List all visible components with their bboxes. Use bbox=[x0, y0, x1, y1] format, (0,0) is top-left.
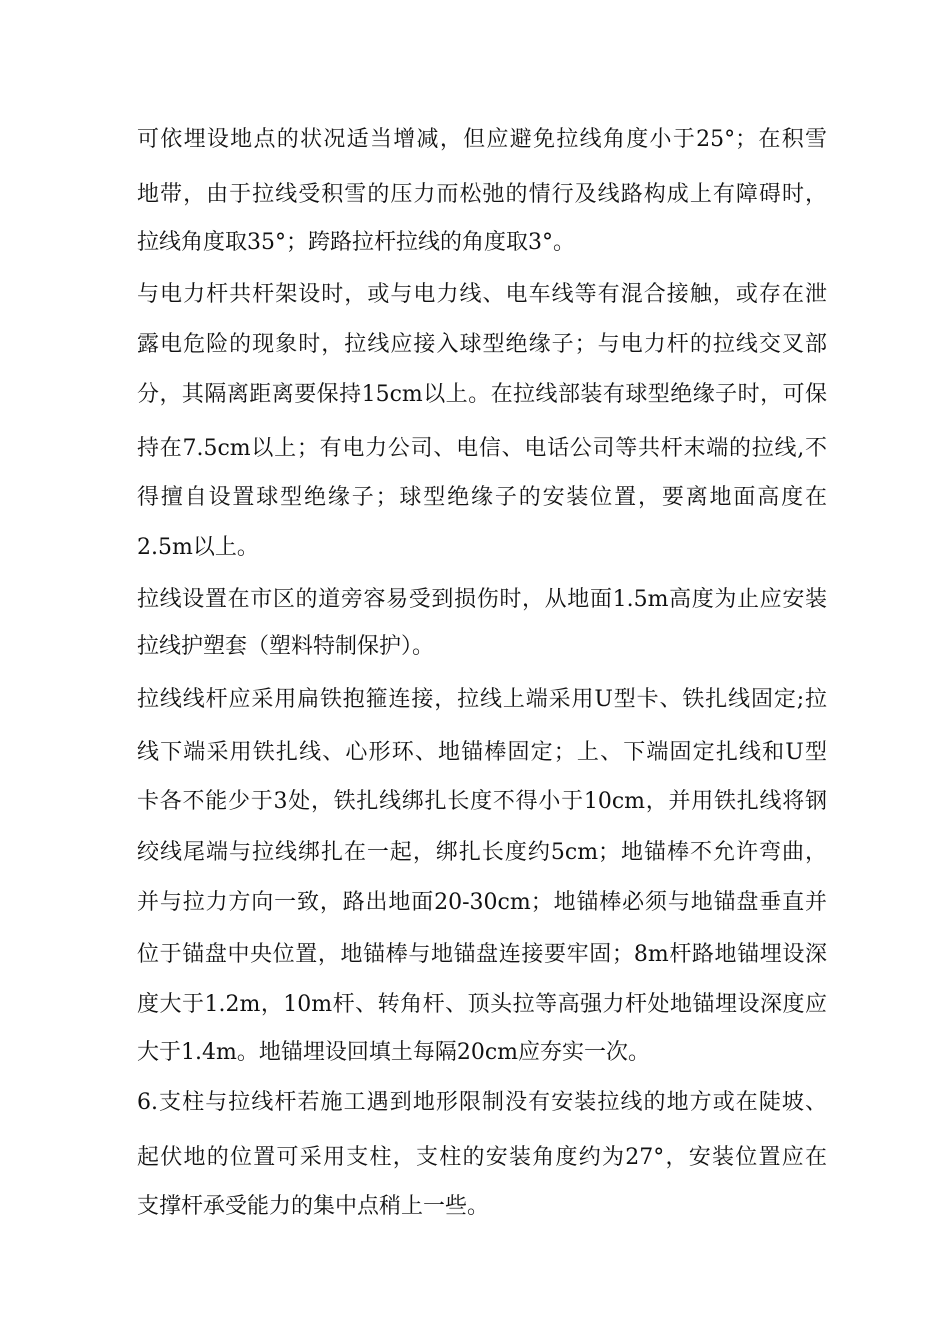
paragraph-3-line-1: 拉线设置在市区的道旁容易受到损伤时，从地面1.5m高度为止应安装 bbox=[137, 587, 827, 612]
paragraph-5-line-1: 6.支柱与拉线杆若施工遇到地形限制没有安装拉线的地方或在陡坡、 bbox=[137, 1090, 827, 1115]
paragraph-4-line-6: 位于锚盘中央位置，地锚棒与地锚盘连接要牢固；8m杆路地锚埋设深 bbox=[137, 942, 827, 967]
paragraph-4-line-1: 拉线线杆应采用扁铁抱箍连接，拉线上端采用U型卡、铁扎线固定;拉 bbox=[137, 687, 827, 712]
paragraph-2-line-5: 得擅自设置球型绝缘子；球型绝缘子的安装位置，要离地面高度在 bbox=[137, 485, 827, 510]
paragraph-4-line-5: 并与拉力方向一致，路出地面20-30cm；地锚棒必须与地锚盘垂直并 bbox=[137, 890, 827, 915]
paragraph-2-line-1: 与电力杆共杆架设时，或与电力线、电车线等有混合接触，或存在泄 bbox=[137, 282, 827, 307]
paragraph-1-line-3: 拉线角度取35°；跨路拉杆拉线的角度取3°。 bbox=[137, 230, 575, 255]
paragraph-4-line-3: 卡各不能少于3处，铁扎线绑扎长度不得小于10cm，并用铁扎线将钢 bbox=[137, 789, 827, 814]
paragraph-2-line-3: 分，其隔离距离要保持15cm以上。在拉线部装有球型绝缘子时，可保 bbox=[137, 382, 827, 407]
paragraph-4-line-7: 度大于1.2m，10m杆、转角杆、顶头拉等高强力杆处地锚埋设深度应 bbox=[137, 992, 827, 1017]
paragraph-1-line-1: 可依埋设地点的状况适当增减，但应避免拉线角度小于25°；在积雪 bbox=[137, 127, 827, 152]
paragraph-1-line-2: 地带，由于拉线受积雪的压力而松弛的情行及线路构成上有障碍时， bbox=[137, 182, 827, 207]
paragraph-4-line-2: 线下端采用铁扎线、心形环、地锚棒固定；上、下端固定扎线和U型 bbox=[137, 740, 827, 765]
paragraph-4-line-4: 绞线尾端与拉线绑扎在一起，绑扎长度约5cm；地锚棒不允许弯曲， bbox=[137, 840, 827, 865]
paragraph-2-line-6: 2.5m以上。 bbox=[137, 535, 259, 560]
paragraph-5-line-3: 支撑杆承受能力的集中点稍上一些。 bbox=[137, 1194, 490, 1219]
paragraph-5-line-2: 起伏地的位置可采用支柱，支柱的安装角度约为27°，安装位置应在 bbox=[137, 1145, 827, 1170]
paragraph-2-line-4: 持在7.5cm以上；有电力公司、电信、电话公司等共杆末端的拉线,不 bbox=[137, 436, 827, 461]
paragraph-2-line-2: 露电危险的现象时，拉线应接入球型绝缘子；与电力杆的拉线交叉部 bbox=[137, 332, 827, 357]
paragraph-3-line-2: 拉线护塑套（塑料特制保护）。 bbox=[137, 634, 435, 659]
paragraph-4-line-8: 大于1.4m。地锚埋设回填土每隔20cm应夯实一次。 bbox=[137, 1040, 651, 1065]
